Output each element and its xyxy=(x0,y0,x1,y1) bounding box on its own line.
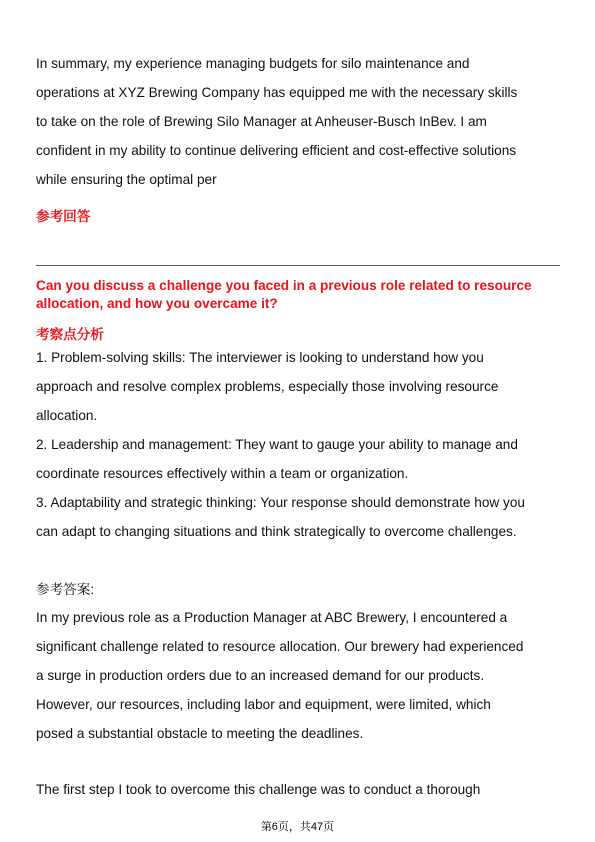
section-divider xyxy=(36,265,560,266)
answer-line: The first step I took to overcome this challenge was to conduct a thorough xyxy=(36,782,481,797)
question-line: allocation, and how you overcame it? xyxy=(36,296,278,311)
page-number-footer: 第6页，共47页 xyxy=(260,821,335,833)
analysis-paragraph xyxy=(36,343,564,546)
analysis-line: 3. Adaptability and strategic thinking: Your response should demonstrate how you xyxy=(36,495,525,510)
analysis-line: coordinate resources effectively within a team or organization. xyxy=(36,466,409,481)
answer-line: significant challenge related to resource allocation. Our brewery had experienced xyxy=(36,639,524,654)
answer-line: However, our resources, including labor and equipment, were limited, which xyxy=(36,697,491,712)
question-line: Can you discuss a challenge you faced in a previous role related to resource xyxy=(36,278,532,293)
analysis-line: allocation. xyxy=(36,408,98,423)
summary-line: confident in my ability to continue delivering efficient and cost-effective solutions xyxy=(36,143,517,158)
analysis-line: 2. Leadership and management: They want to gauge your ability to manage and xyxy=(36,437,518,452)
answer-paragraph xyxy=(36,603,564,748)
analysis-line: 1. Problem-solving skills: The interviewer is looking to understand how you xyxy=(36,350,484,365)
reference-answer-label: 参考回答 xyxy=(36,209,91,224)
analysis-label: 考察点分析 xyxy=(36,327,104,342)
answer-line: a surge in production orders due to an increased demand for our products. xyxy=(36,668,485,683)
answer-line: posed a substantial obstacle to meeting the deadlines. xyxy=(36,726,364,741)
summary-paragraph xyxy=(36,49,564,194)
summary-line: In summary, my experience managing budgets for silo maintenance and xyxy=(36,56,470,71)
summary-line: while ensuring the optimal per xyxy=(36,172,217,187)
analysis-line: approach and resolve complex problems, especially those involving resource xyxy=(36,379,499,394)
answer-label: 参考答案: xyxy=(36,582,95,597)
summary-line: operations at XYZ Brewing Company has equipped me with the necessary skills xyxy=(36,85,518,100)
question-heading xyxy=(36,277,566,313)
answer-line: In my previous role as a Production Manager at ABC Brewery, I encountered a xyxy=(36,610,508,625)
summary-line: to take on the role of Brewing Silo Manager at Anheuser-Busch InBev. I am xyxy=(36,114,487,129)
analysis-line: can adapt to changing situations and think strategically to overcome challenges. xyxy=(36,524,517,539)
answer-next-paragraph xyxy=(36,775,564,804)
